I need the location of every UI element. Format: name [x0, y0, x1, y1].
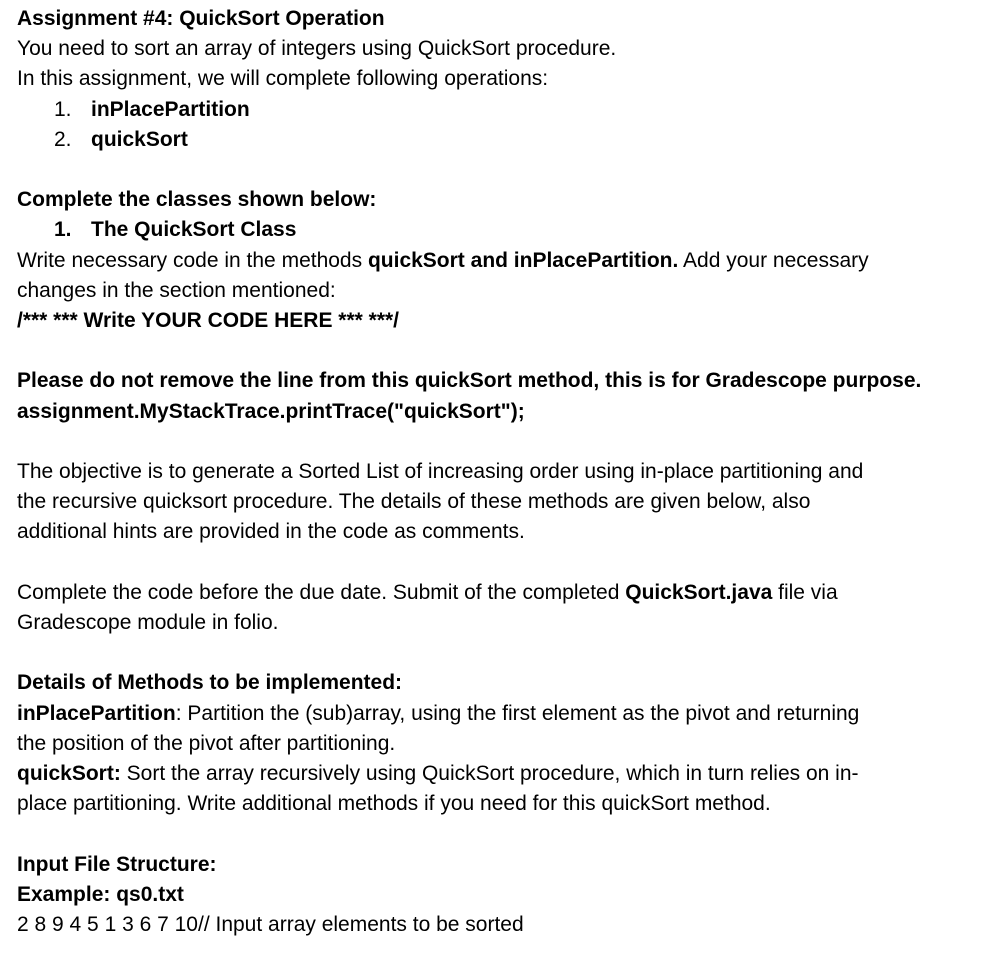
quicksort-line-1 — [17, 759, 994, 789]
notice-line-1: Please do not remove the line from this quickSort method, this is for Gradescope purpose. — [17, 369, 922, 393]
write-code-line-1 — [17, 246, 994, 276]
spacer — [17, 336, 994, 366]
operation-item-2 — [17, 125, 994, 155]
class-number: 1. — [54, 218, 72, 242]
class-label: The QuickSort Class — [91, 218, 297, 242]
input-example-label: Example: qs0.txt — [17, 882, 184, 906]
intro-line-2: In this assignment, we will complete following operations: — [17, 67, 549, 91]
spacer — [17, 819, 994, 849]
quicksort-method-name: quickSort: — [17, 762, 121, 785]
code-marker: /*** *** Write YOUR CODE HERE *** ***/ — [17, 309, 400, 333]
submit-line-2: Gradescope module in folio. — [17, 611, 279, 634]
submit-text: file via — [772, 580, 838, 604]
objective-line-3: additional hints are provided in the code as comments. — [17, 520, 525, 544]
partition-line-1 — [17, 699, 994, 729]
objective-line-2: the recursive quicksort procedure. The details of these methods are given below, also — [17, 490, 811, 514]
write-code-line-2: changes in the section mentioned: — [17, 278, 336, 302]
partition-method-name: inPlacePartition — [17, 701, 176, 725]
input-data-line: 2 8 9 4 5 1 3 6 7 10// Input array elements to be sorted — [17, 913, 524, 936]
submit-text: Complete the code before the due date. Submit of the completed — [17, 580, 626, 604]
classes-heading: Complete the classes shown below: — [17, 188, 377, 212]
operation-label: inPlacePartition — [91, 97, 250, 121]
objective-line-1: The objective is to generate a Sorted List of increasing order using in-place partitioning and — [17, 460, 864, 483]
write-code-text: Write necessary code in the methods — [17, 248, 368, 272]
spacer — [17, 427, 994, 457]
write-code-text: Add your necessary — [678, 248, 869, 272]
input-heading: Input File Structure: — [17, 852, 217, 876]
spacer — [17, 548, 994, 578]
class-item-1 — [17, 215, 994, 245]
partition-description: : Partition the (sub)array, using the first element as the pivot and returning — [175, 701, 860, 725]
notice-code-line: assignment.MyStackTrace.printTrace("quickSort"); — [17, 399, 525, 423]
operation-number: 2. — [54, 127, 72, 151]
operation-number: 1. — [54, 97, 72, 121]
details-heading: Details of Methods to be implemented: — [17, 671, 403, 695]
submit-line-1 — [17, 578, 994, 608]
spacer — [17, 155, 994, 185]
submit-filename: QuickSort.java — [625, 580, 773, 604]
quicksort-line-2: place partitioning. Write additional methods if you need for this quickSort method. — [17, 792, 771, 816]
assignment-title: Assignment #4: QuickSort Operation — [17, 7, 385, 30]
operation-item-1 — [17, 95, 994, 125]
quicksort-description: Sort the array recursively using QuickSort procedure, which in turn relies on in- — [120, 762, 859, 785]
spacer — [17, 638, 994, 668]
partition-line-2: the position of the pivot after partitioning. — [17, 731, 396, 755]
intro-line-1: You need to sort an array of integers using QuickSort procedure. — [17, 37, 617, 61]
operation-label: quickSort — [91, 127, 188, 151]
method-names: quickSort and inPlacePartition. — [367, 248, 679, 272]
